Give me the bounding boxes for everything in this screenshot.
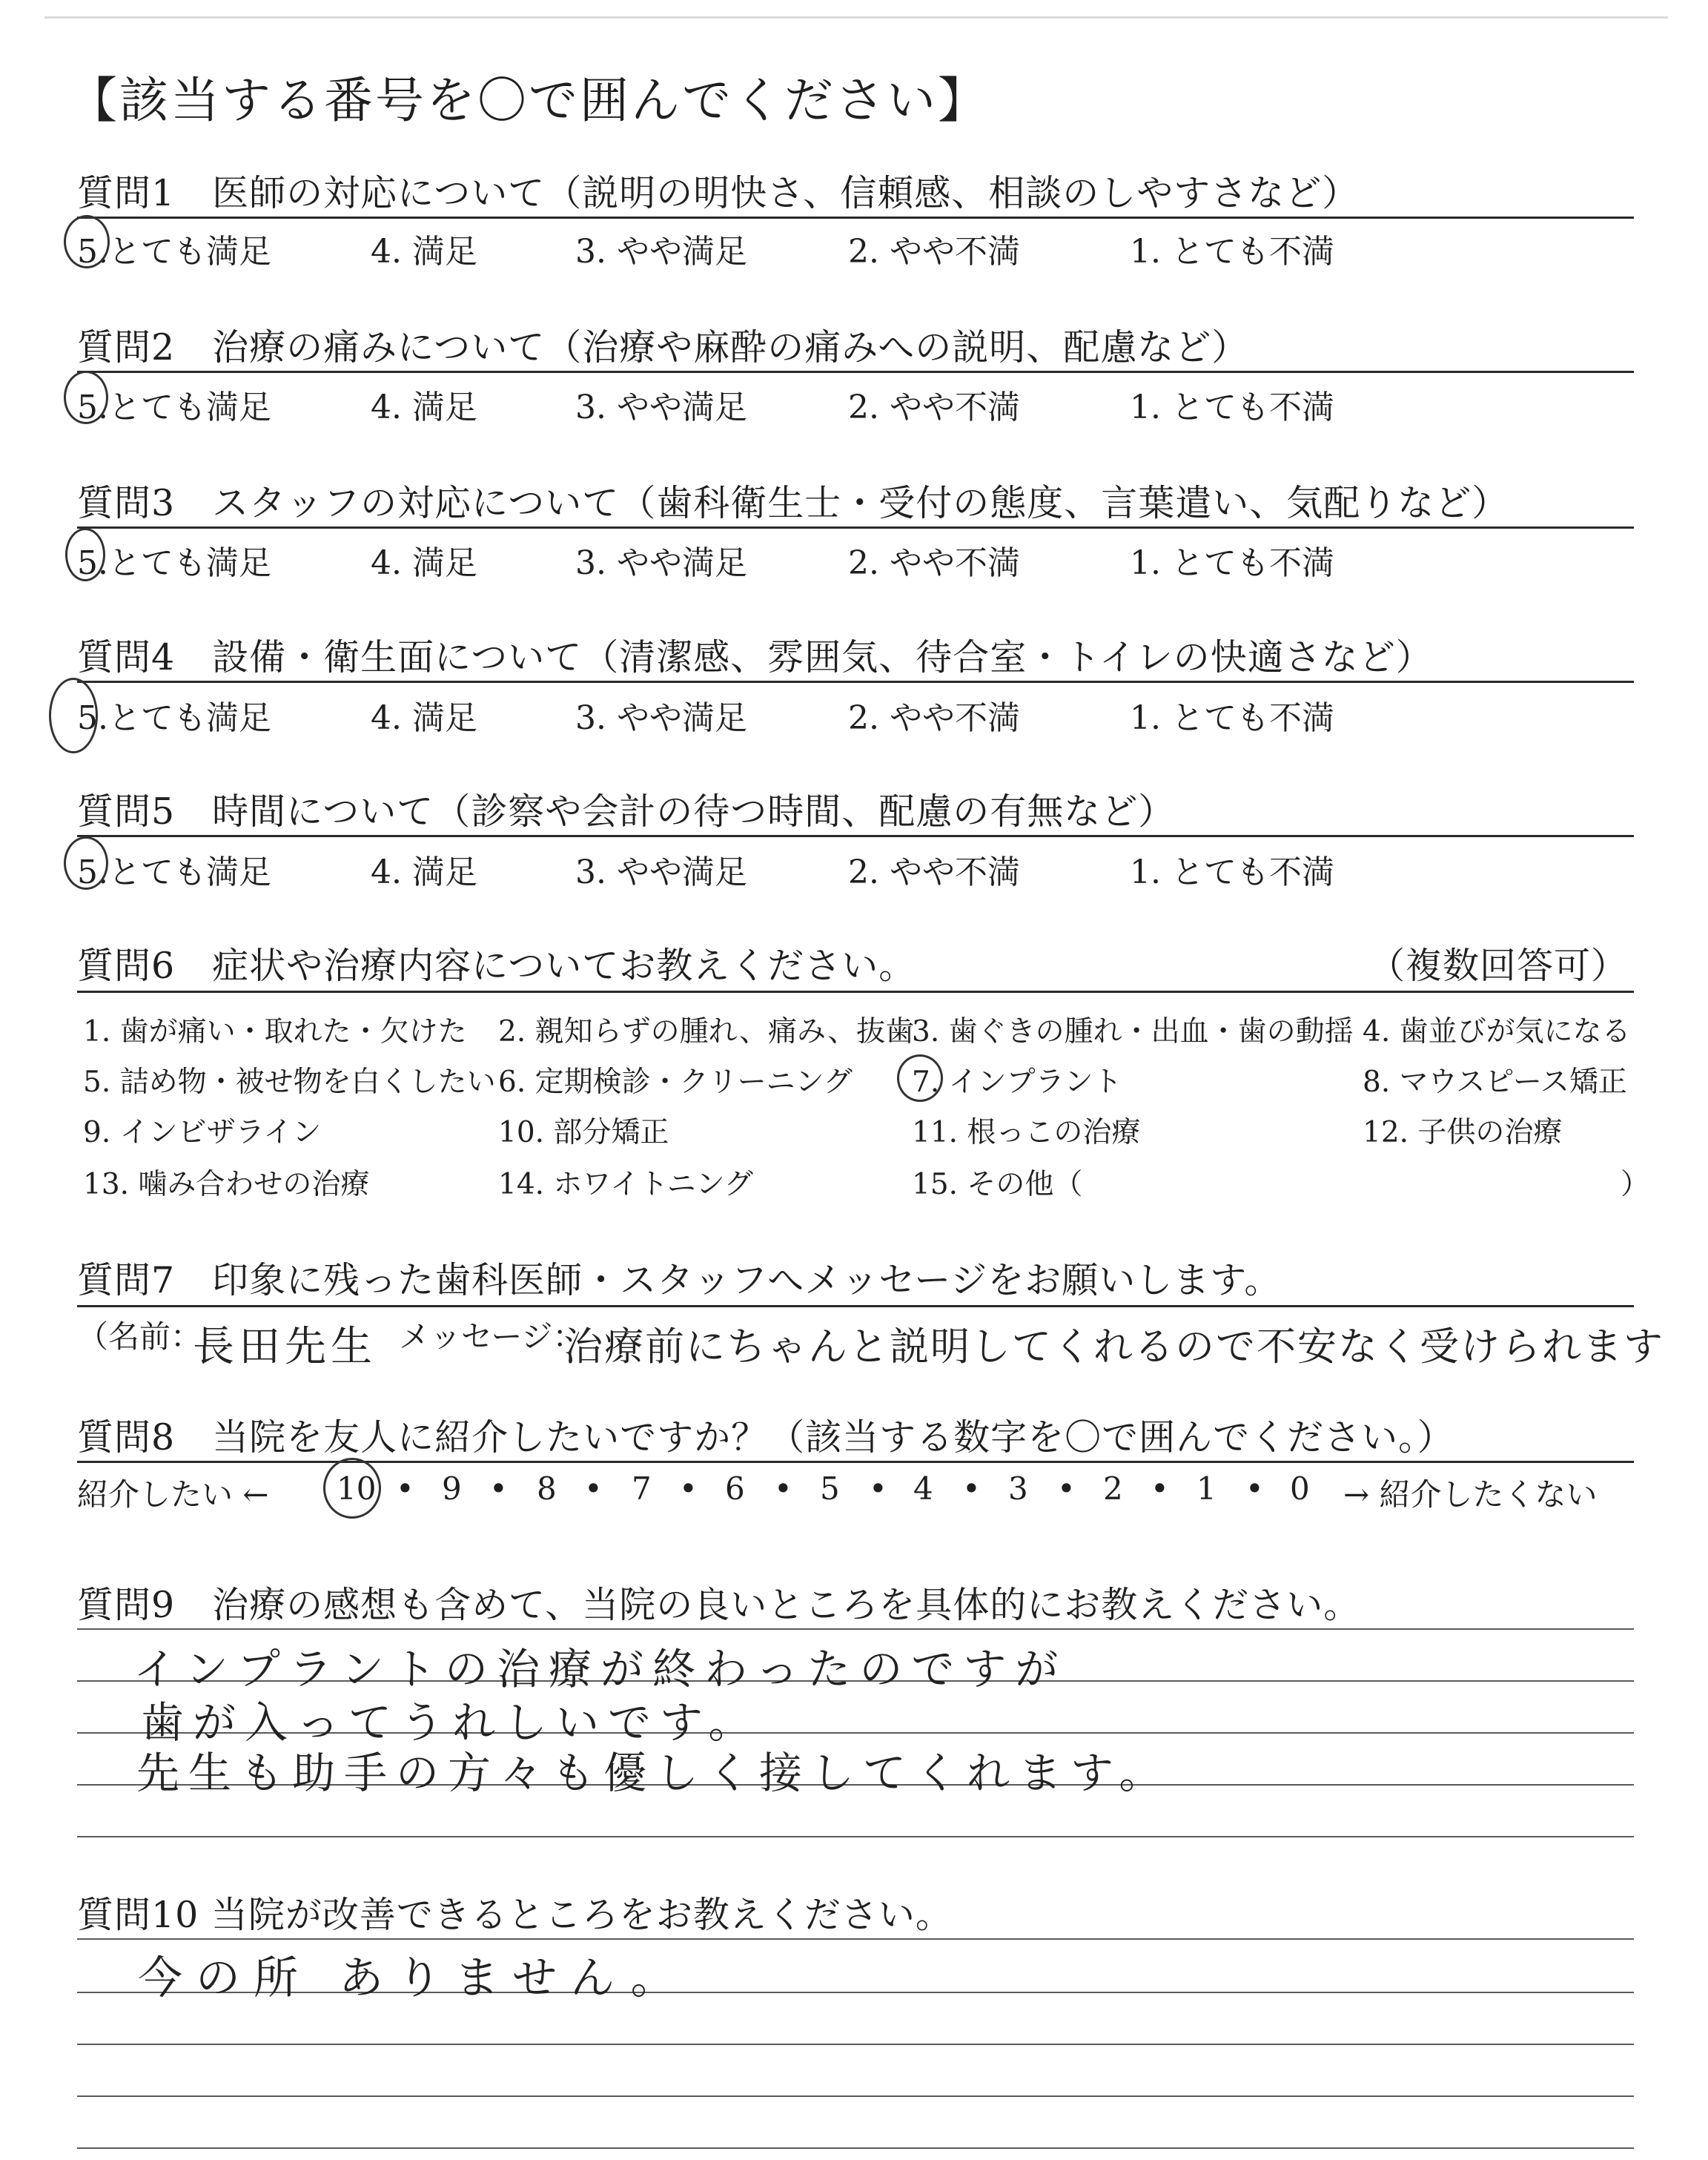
q8-dot: • — [489, 1470, 508, 1507]
q3-option-4[interactable]: 4. 満足 — [371, 544, 477, 582]
q10-line — [77, 1938, 1634, 1940]
q1-option-2[interactable]: 2. やや不満 — [848, 233, 1020, 271]
q4-option-4[interactable]: 4. 満足 — [371, 699, 477, 737]
q8-dot: • — [962, 1470, 981, 1507]
q8-dot: • — [1151, 1470, 1169, 1507]
q4-option-5[interactable]: 5.とても満足 — [77, 699, 271, 737]
q9-handwritten-line-2[interactable]: 歯が入ってうれしいです。 — [141, 1697, 761, 1748]
q7-handwritten-message[interactable]: 治療前にちゃんと説明してくれるので不安なく受けられます — [563, 1324, 1664, 1370]
q8-score-2[interactable]: 2 — [1103, 1470, 1123, 1507]
question-6-title: 質問6 症状や治療内容についてお教えください。 — [77, 945, 916, 987]
q4-selected-circle — [49, 678, 98, 753]
q4-option-2[interactable]: 2. やや不満 — [848, 699, 1020, 737]
q1-selected-circle — [64, 215, 110, 268]
page-top-border — [44, 16, 1668, 19]
question-3-title: 質問3 スタッフの対応について（歯科衛生士・受付の態度、言葉遣い、気配りなど） — [77, 482, 1509, 524]
question-9-title: 質問9 治療の感想も含めて、当院の良いところを具体的にお教えください。 — [77, 1584, 1361, 1626]
q9-line — [77, 1836, 1634, 1837]
symptom-14[interactable]: 14. ホワイトニング — [498, 1168, 753, 1201]
q7-name-label: （名前： — [77, 1318, 202, 1355]
q8-score-0[interactable]: 0 — [1290, 1470, 1310, 1507]
q5-option-4[interactable]: 4. 満足 — [371, 853, 477, 891]
q8-dot: • — [869, 1470, 887, 1507]
symptom-13[interactable]: 13. 噛み合わせの治療 — [83, 1168, 370, 1201]
q10-line — [77, 2147, 1634, 2149]
q3-option-5[interactable]: 5.とても満足 — [77, 544, 271, 582]
question-4-rule — [77, 681, 1634, 683]
symptom-3[interactable]: 3. 歯ぐきの腫れ・出血・歯の動揺 — [912, 1015, 1354, 1048]
q9-handwritten-line-3[interactable]: 先生も助手の方々も優しく接してくれます。 — [136, 1748, 1171, 1798]
question-6-note: （複数回答可） — [1368, 945, 1629, 987]
symptom-15-close-paren: ） — [1621, 1168, 1650, 1201]
q8-dot: • — [774, 1470, 792, 1507]
q8-score-7[interactable]: 7 — [632, 1470, 652, 1507]
question-4-title: 質問4 設備・衛生面について（清潔感、雰囲気、待合室・トイレの快適さなど） — [77, 636, 1433, 678]
symptom-10[interactable]: 10. 部分矯正 — [498, 1116, 669, 1149]
q8-score-1[interactable]: 1 — [1196, 1470, 1217, 1507]
question-5-title: 質問5 時間について（診察や会計の待つ時間、配慮の有無など） — [77, 790, 1176, 833]
q8-dot: • — [584, 1470, 603, 1507]
symptom-12[interactable]: 12. 子供の治療 — [1363, 1116, 1563, 1149]
q7-message-label: メッセージ： — [399, 1318, 584, 1355]
symptom-9[interactable]: 9. インビザライン — [83, 1116, 322, 1149]
symptom-5[interactable]: 5. 詰め物・被せ物を白くしたい — [83, 1066, 496, 1099]
q5-option-1[interactable]: 1. とても不満 — [1130, 853, 1334, 891]
q4-option-1[interactable]: 1. とても不満 — [1130, 699, 1334, 737]
q8-selected-circle — [323, 1458, 381, 1519]
q8-score-10[interactable]: 10 — [337, 1470, 377, 1507]
symptom-1[interactable]: 1. 歯が痛い・取れた・欠けた — [83, 1015, 467, 1048]
q1-option-4[interactable]: 4. 満足 — [371, 233, 477, 271]
q2-option-1[interactable]: 1. とても不満 — [1130, 389, 1334, 426]
q2-option-2[interactable]: 2. やや不満 — [848, 389, 1020, 426]
page-heading: 【該当する番号を〇で囲んでください】 — [68, 72, 989, 129]
question-6-rule — [77, 991, 1634, 993]
q8-score-5[interactable]: 5 — [820, 1470, 840, 1507]
q7-handwritten-name[interactable]: 長田先生 — [193, 1323, 377, 1371]
q2-selected-circle — [64, 371, 108, 424]
question-8-rule — [77, 1461, 1634, 1463]
symptom-8[interactable]: 8. マウスピース矯正 — [1363, 1066, 1627, 1099]
question-1-rule — [77, 217, 1634, 219]
q5-option-2[interactable]: 2. やや不満 — [848, 853, 1020, 891]
q8-score-9[interactable]: 9 — [442, 1470, 462, 1507]
question-7-title: 質問7 印象に残った歯科医師・スタッフへメッセージをお願いします。 — [77, 1259, 1282, 1301]
q8-dot: • — [396, 1470, 414, 1507]
symptom-6[interactable]: 6. 定期検診・クリーニング — [498, 1066, 853, 1099]
question-7-rule — [77, 1305, 1634, 1307]
symptom-4[interactable]: 4. 歯並びが気になる — [1363, 1015, 1631, 1048]
question-2-title: 質問2 治療の痛みについて（治療や麻酔の痛みへの説明、配慮など） — [77, 326, 1249, 369]
symptom-7[interactable]: 7. インプラント — [912, 1066, 1122, 1099]
question-8-title: 質問8 当院を友人に紹介したいですか？（該当する数字を〇で囲んでください。） — [77, 1416, 1454, 1459]
q5-option-5[interactable]: 5.とても満足 — [77, 853, 271, 891]
q5-selected-circle — [64, 836, 108, 890]
q10-line — [77, 2044, 1634, 2045]
question-5-rule — [77, 835, 1634, 837]
q8-score-8[interactable]: 8 — [537, 1470, 557, 1507]
q8-scale-left-label: 紹介したい ← — [77, 1476, 269, 1513]
q10-line — [77, 2095, 1634, 2097]
question-1-title: 質問1 医師の対応について（説明の明快さ、信頼感、相談のしやすさなど） — [77, 172, 1360, 214]
q1-option-1[interactable]: 1. とても不満 — [1130, 233, 1334, 271]
q1-option-5[interactable]: 5.とても満足 — [77, 233, 271, 271]
question-3-rule — [77, 526, 1634, 529]
q9-handwritten-line-1[interactable]: インプラントの治療が終わったのですが — [133, 1644, 1068, 1694]
symptom-2[interactable]: 2. 親知らずの腫れ、痛み、抜歯 — [498, 1015, 915, 1048]
q3-option-1[interactable]: 1. とても不満 — [1130, 544, 1334, 582]
q8-scale-right-label: → 紹介したくない — [1343, 1476, 1598, 1513]
q8-score-6[interactable]: 6 — [725, 1470, 745, 1507]
q3-selected-circle — [65, 528, 105, 581]
q6-selected-circle — [897, 1054, 943, 1102]
q1-option-3[interactable]: 3. やや満足 — [575, 233, 747, 271]
q3-option-3[interactable]: 3. やや満足 — [575, 544, 747, 582]
q9-line — [77, 1628, 1634, 1630]
q5-option-3[interactable]: 3. やや満足 — [575, 853, 747, 891]
q8-dot: • — [1057, 1470, 1076, 1507]
q8-dot: • — [1245, 1470, 1264, 1507]
symptom-15-other[interactable]: 15. その他（ — [912, 1168, 1083, 1201]
q3-option-2[interactable]: 2. やや不満 — [848, 544, 1020, 582]
q10-handwritten-answer[interactable]: 今の所 ありません。 — [138, 1952, 689, 2004]
q8-score-3[interactable]: 3 — [1008, 1470, 1028, 1507]
question-10-title: 質問10 当院が改善できるところをお教えください。 — [77, 1894, 953, 1936]
symptom-11[interactable]: 11. 根っこの治療 — [912, 1116, 1141, 1149]
question-2-rule — [77, 371, 1634, 373]
q8-score-4[interactable]: 4 — [913, 1470, 933, 1507]
q8-dot: • — [679, 1470, 698, 1507]
q2-option-5[interactable]: 5.とても満足 — [77, 389, 271, 426]
q2-option-3[interactable]: 3. やや満足 — [575, 389, 747, 426]
q2-option-4[interactable]: 4. 満足 — [371, 389, 477, 426]
q4-option-3[interactable]: 3. やや満足 — [575, 699, 747, 737]
